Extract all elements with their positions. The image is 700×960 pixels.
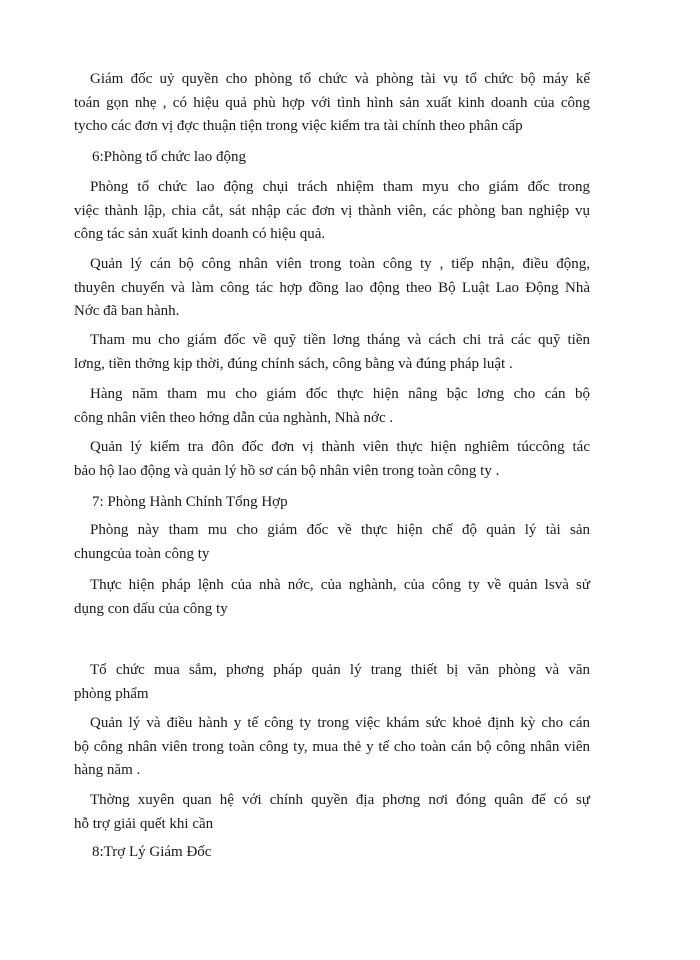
text-line: toán gọn nhẹ , có hiệu quả phù hợp với tình hình sản xuất kinh doanh của công xyxy=(74,94,590,111)
text-line: bảo hộ lao động và quản lý hồ sơ cán bộ nhân viên trong toàn công ty . xyxy=(74,462,500,479)
text-line: Giám đốc uỷ quyền cho phòng tổ chức và phòng tài vụ tổ chức bộ máy kế xyxy=(90,71,590,87)
paragraph-labor-protection xyxy=(74,436,590,483)
text-line: thuyên chuyển và làm công tác hợp đồng lao động theo Bộ Luật Lao Động Nhà xyxy=(74,279,590,296)
paragraph-office-equipment xyxy=(74,659,590,706)
section-heading-8: 8:Trợ Lý Giám Đốc xyxy=(92,844,212,860)
text-line: bộ công nhân viên trong toàn công ty, mua thẻ y tế cho toàn cán bộ công nhân viên xyxy=(74,738,590,755)
text-line: công nhân viên theo hớng dẫn của nghành, Nhà nớc . xyxy=(74,409,394,426)
text-line: Tham mu cho giám đốc về quỹ tiền lơng tháng và cách chi trả các quỹ tiền xyxy=(90,332,590,348)
text-line: Quản lý cán bộ công nhân viên trong toàn công ty , tiếp nhận, điều động, xyxy=(90,256,590,272)
text-line: Quản lý và điều hành y tế công ty trong việc khám sức khoẻ định kỳ cho cán xyxy=(90,715,590,731)
text-line: chungcủa toàn công ty xyxy=(74,545,210,562)
text-line: Nớc đã ban hành. xyxy=(74,303,180,319)
paragraph-annual-raise xyxy=(74,383,590,430)
text-line: việc thành lập, chia cắt, sát nhập các đơn vị thành viên, các phòng ban nghiệp vụ xyxy=(74,202,590,219)
section-heading-6: 6:Phòng tổ chức lao động xyxy=(92,149,246,165)
paragraph-healthcare xyxy=(74,712,590,783)
text-line: Phòng tổ chức lao động chụi trách nhiệm tham myu cho giám đốc trong xyxy=(90,179,590,195)
text-line: Quản lý kiểm tra đôn đốc đơn vị thành viên thực hiện nghiêm túccông tác xyxy=(90,439,590,455)
paragraph-labor-org-duties xyxy=(74,176,590,247)
section-heading-7: 7: Phòng Hành Chính Tổng Hợp xyxy=(92,494,288,510)
paragraph-local-relations xyxy=(74,789,590,836)
paragraph-delegation xyxy=(74,68,590,139)
text-line: hàng năm . xyxy=(74,762,141,778)
text-line: phòng phẩm xyxy=(74,685,149,702)
paragraph-salary-fund xyxy=(74,329,590,376)
text-line: hỗ trợ giải quết khi cần xyxy=(74,815,214,832)
paragraph-seal-management xyxy=(74,574,590,621)
text-line: dụng con dấu của công ty xyxy=(74,600,228,617)
text-line: Thực hiện pháp lệnh của nhà nớc, của nghành, của công ty về quản lsvà sử xyxy=(90,577,590,593)
text-line: Hàng năm tham mu cho giám đốc thực hiện nâng bậc lơng cho cán bộ xyxy=(90,386,590,402)
paragraph-staff-management xyxy=(74,253,590,324)
paragraph-admin-assets xyxy=(74,519,590,566)
text-line: Thờng xuyên quan hệ với chính quyền địa phơng nơi đóng quân để có sự xyxy=(90,792,590,808)
text-line: tycho các đơn vị đợc thuận tiện trong việc kiểm tra tài chính theo phân cấp xyxy=(74,118,523,134)
text-line: lơng, tiền thởng kịp thời, đúng chính sách, công bằng và đúng pháp luật . xyxy=(74,355,513,372)
text-line: công tác sản xuất kinh doanh có hiệu quả. xyxy=(74,226,326,242)
text-line: Tổ chức mua sắm, phơng pháp quản lý trang thiết bị văn phòng và văn xyxy=(90,662,590,678)
text-line: Phòng này tham mu cho giám đốc về thực hiện chế độ quản lý tài sản xyxy=(90,522,590,538)
